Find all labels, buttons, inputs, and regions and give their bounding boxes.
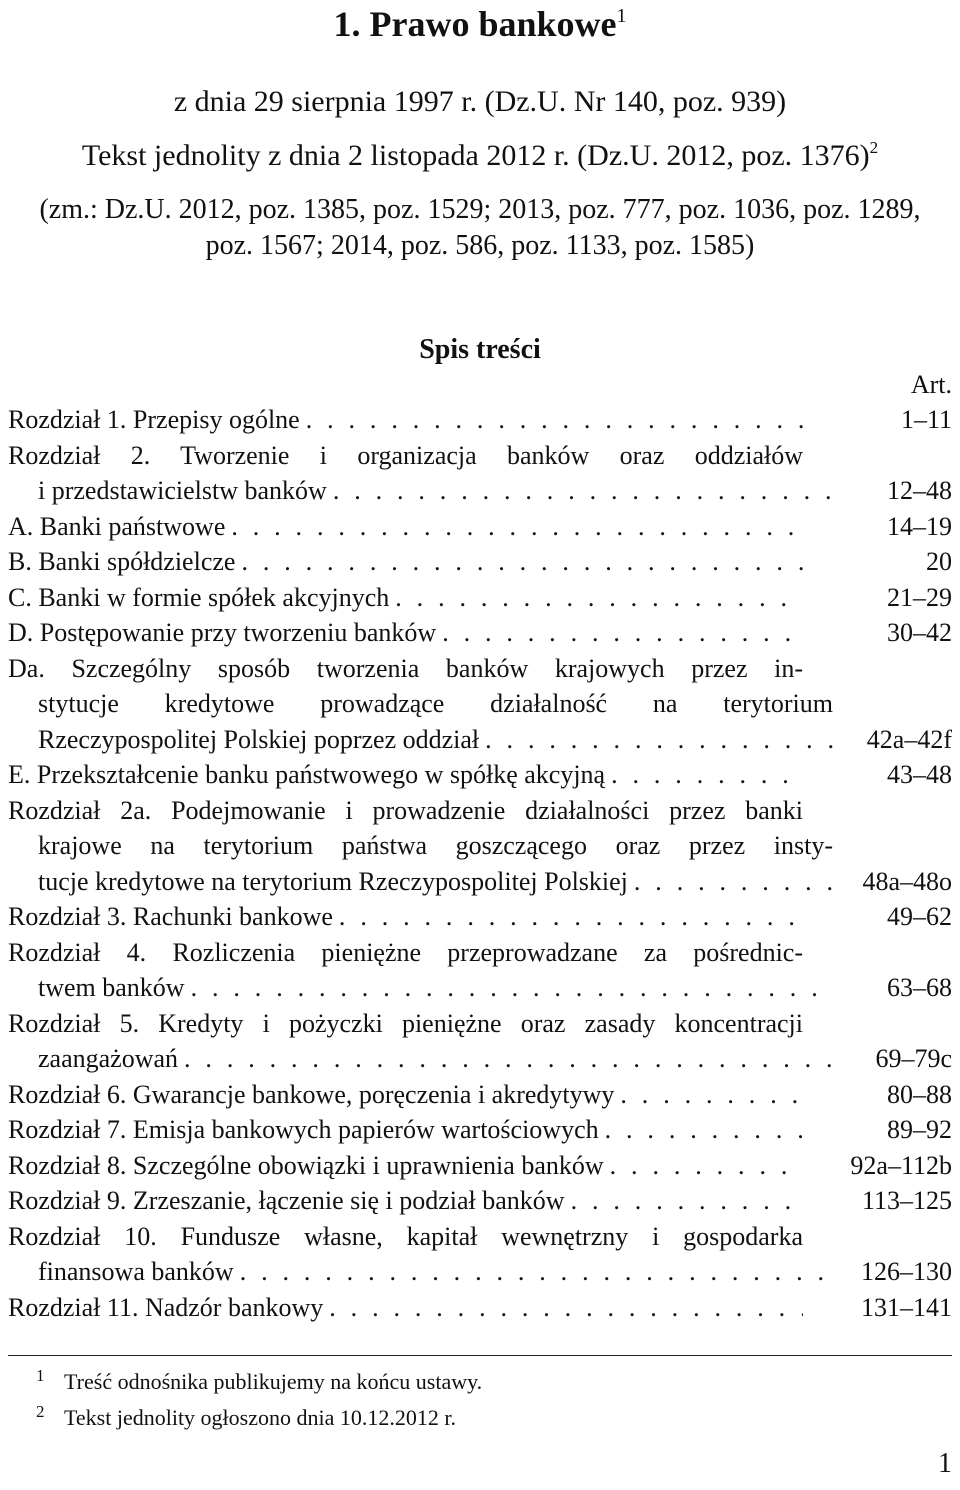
toc-entry-title: Rozdział 1. Przepisy ogólne <box>8 405 300 434</box>
toc-entry-articles: 48a–48o <box>862 866 952 896</box>
toc-entry-title: tucje kredytowe na terytorium Rzeczypospolitej Polskiej <box>38 866 628 896</box>
toc-leader-dots <box>339 899 803 935</box>
toc-entry-articles: 92a–112b <box>850 1150 952 1180</box>
toc-entry-title: Rozdział 7. Emisja bankowych papierów wartościowych <box>8 1115 599 1144</box>
toc-entry-title: Rozdział 6. Gwarancje bankowe, poręczenia i akredytywy <box>8 1079 615 1109</box>
toc-entry-articles: 131–141 <box>861 1292 952 1322</box>
toc-entry-title-line <box>8 580 803 616</box>
toc-entry-articles: 21–29 <box>887 582 952 612</box>
toc-entry <box>8 615 952 651</box>
toc-entry-articles: 1–11 <box>900 405 952 434</box>
toc-entry-articles: 14–19 <box>887 511 952 541</box>
toc-entry-articles: 63–68 <box>887 973 952 1002</box>
toc-leader-dots <box>240 1254 833 1290</box>
toc-leader-dots <box>611 757 803 793</box>
amendments-line-1: (zm.: Dz.U. 2012, poz. 1385, poz. 1529; 2013, poz. 777, poz. 1036, poz. 1289, <box>39 194 921 225</box>
toc-leader-dots <box>329 1290 803 1326</box>
toc-entry-articles: 20 <box>926 547 952 576</box>
toc-entry-articles: 89–92 <box>887 1115 952 1144</box>
toc-entry <box>8 651 952 758</box>
toc-entry-articles: 113–125 <box>861 1186 952 1215</box>
toc-entry-title: twem banków <box>38 973 185 1002</box>
toc-entry-title: Rozdział 8. Szczególne obowiązki i uprawnienia banków <box>8 1150 604 1180</box>
toc-leader-dots <box>571 1183 803 1219</box>
toc-leader-dots <box>610 1148 803 1184</box>
document-title <box>0 0 960 48</box>
footnote-separator <box>8 1355 952 1356</box>
toc-entry-title: D. Postępowanie przy tworzeniu banków <box>8 618 437 647</box>
toc-leader-dots <box>333 473 833 509</box>
toc-entry-articles: 42a–42f <box>866 724 952 754</box>
toc-entry-title: Rzeczypospolitej Polskiej poprzez oddział <box>38 724 480 754</box>
toc-entry-title: B. Banki spółdzielcze <box>8 547 236 576</box>
toc-entry-title: Rozdział 9. Zrzeszanie, łączenie się i podział banków <box>8 1186 565 1215</box>
table-of-contents <box>8 402 952 1325</box>
toc-entry-title-line <box>8 1112 803 1148</box>
toc-entry-title-line: Rozdział 2. Tworzenie i organizacja banków oraz oddziałów <box>8 440 803 470</box>
toc-leader-dots <box>231 509 803 545</box>
toc-entry <box>8 1006 952 1077</box>
toc-leader-dots <box>442 615 803 651</box>
toc-entry-title-line <box>8 899 803 935</box>
toc-entry <box>8 757 952 793</box>
toc-entry-title-line <box>8 473 833 509</box>
toc-entry <box>8 935 952 1006</box>
toc-heading: Spis treści <box>419 334 541 365</box>
toc-entry-title-line <box>8 1148 803 1184</box>
toc-entry-title-line <box>8 402 803 438</box>
toc-leader-dots <box>395 580 803 616</box>
footnote-number: 1 <box>36 1366 45 1385</box>
toc-entry-title-line: Da. Szczególny sposób tworzenia banków krajowych przez in- <box>8 653 803 683</box>
toc-entry <box>8 1112 952 1148</box>
consolidated-text: Tekst jednolity z dnia 2 listopada 2012 r. (Dz.U. 2012, poz. 1376) <box>81 139 870 172</box>
toc-entry-title: zaangażowań <box>38 1044 179 1073</box>
page-number: 1 <box>938 1448 952 1479</box>
toc-art-column-label: Art. <box>910 370 952 399</box>
toc-entry <box>8 1183 952 1219</box>
amendments-line-2: poz. 1567; 2014, poz. 586, poz. 1133, poz. 1585) <box>205 230 755 261</box>
toc-entry <box>8 438 952 509</box>
toc-entry <box>8 509 952 545</box>
toc-entry <box>8 899 952 935</box>
toc-entry-title-line <box>8 722 833 758</box>
toc-entry-title-line: Rozdział 10. Fundusze własne, kapitał wewnętrzny i gospodarka <box>8 1221 803 1251</box>
toc-entry-articles: 126–130 <box>861 1257 952 1286</box>
toc-entry-title-line <box>8 509 803 545</box>
toc-entry-articles: 69–79c <box>875 1044 952 1073</box>
consolidated-text-line <box>0 138 960 174</box>
toc-entry-title: finansowa banków <box>38 1257 234 1286</box>
toc-entry-articles: 49–62 <box>887 902 952 931</box>
toc-entry-title-line <box>8 757 803 793</box>
toc-leader-dots <box>241 544 803 580</box>
title-text: 1. Prawo bankowe <box>333 4 617 44</box>
toc-entry-title-line: Rozdział 4. Rozliczenia pieniężne przeprowadzane za pośrednic- <box>8 937 803 967</box>
enactment-date-line: z dnia 29 sierpnia 1997 r. (Dz.U. Nr 140, poz. 939) <box>173 85 787 118</box>
toc-entry-title: A. Banki państwowe <box>8 511 226 541</box>
consolidated-footnote-ref: 2 <box>869 138 879 157</box>
toc-entry-title-line: Rozdział 2a. Podejmowanie i prowadzenie działalności przez banki <box>8 795 803 825</box>
footnote-text: Tekst jednolity ogłoszono dnia 10.12.2012 r. <box>64 1405 456 1430</box>
toc-entry-title: Rozdział 3. Rachunki bankowe <box>8 902 333 931</box>
toc-leader-dots <box>191 970 833 1006</box>
toc-entry <box>8 580 952 616</box>
toc-entry <box>8 544 952 580</box>
toc-entry-title: i przedstawicielstw banków <box>38 476 327 505</box>
toc-entry <box>8 1219 952 1290</box>
toc-entry-title-line <box>8 1077 803 1113</box>
toc-entry <box>8 793 952 900</box>
toc-entry <box>8 402 952 438</box>
footnote-number: 2 <box>36 1402 45 1421</box>
toc-leader-dots <box>485 722 833 758</box>
toc-entry-title: Rozdział 11. Nadzór bankowy <box>8 1292 324 1322</box>
toc-leader-dots <box>620 1077 803 1113</box>
footnote-text: Treść odnośnika publikujemy na końcu ustawy. <box>64 1369 483 1394</box>
toc-entry-title-line <box>8 1290 803 1326</box>
toc-entry-articles: 80–88 <box>887 1079 952 1109</box>
toc-entry-articles: 12–48 <box>887 476 952 505</box>
toc-entry-title-line <box>8 544 803 580</box>
toc-leader-dots <box>184 1041 833 1077</box>
toc-entry-title: E. Przekształcenie banku państwowego w spółkę akcyjną <box>8 760 606 789</box>
toc-leader-dots <box>634 864 833 900</box>
toc-entry-title-line <box>8 970 833 1006</box>
toc-entry-title: C. Banki w formie spółek akcyjnych <box>8 582 390 612</box>
toc-leader-dots <box>605 1112 803 1148</box>
title-footnote-ref: 1 <box>616 5 627 27</box>
toc-entry-title-line: stytucje kredytowe prowadzące działalność na terytorium <box>38 689 833 718</box>
toc-entry-title-line <box>8 615 803 651</box>
toc-leader-dots <box>306 402 803 438</box>
toc-entry-title-line <box>8 1183 803 1219</box>
toc-entry-title-line: Rozdział 5. Kredyty i pożyczki pieniężne oraz zasady koncentracji <box>8 1008 803 1038</box>
toc-entry <box>8 1077 952 1113</box>
toc-entry-title-line <box>8 864 833 900</box>
toc-entry-title-line <box>8 1041 833 1077</box>
toc-entry-title-line <box>8 1254 833 1290</box>
toc-entry-title-line: krajowe na terytorium państwa goszczącego oraz przez insty- <box>38 831 833 860</box>
toc-entry <box>8 1290 952 1326</box>
toc-entry-articles: 43–48 <box>887 760 952 789</box>
toc-entry <box>8 1148 952 1184</box>
toc-entry-articles: 30–42 <box>887 618 952 647</box>
